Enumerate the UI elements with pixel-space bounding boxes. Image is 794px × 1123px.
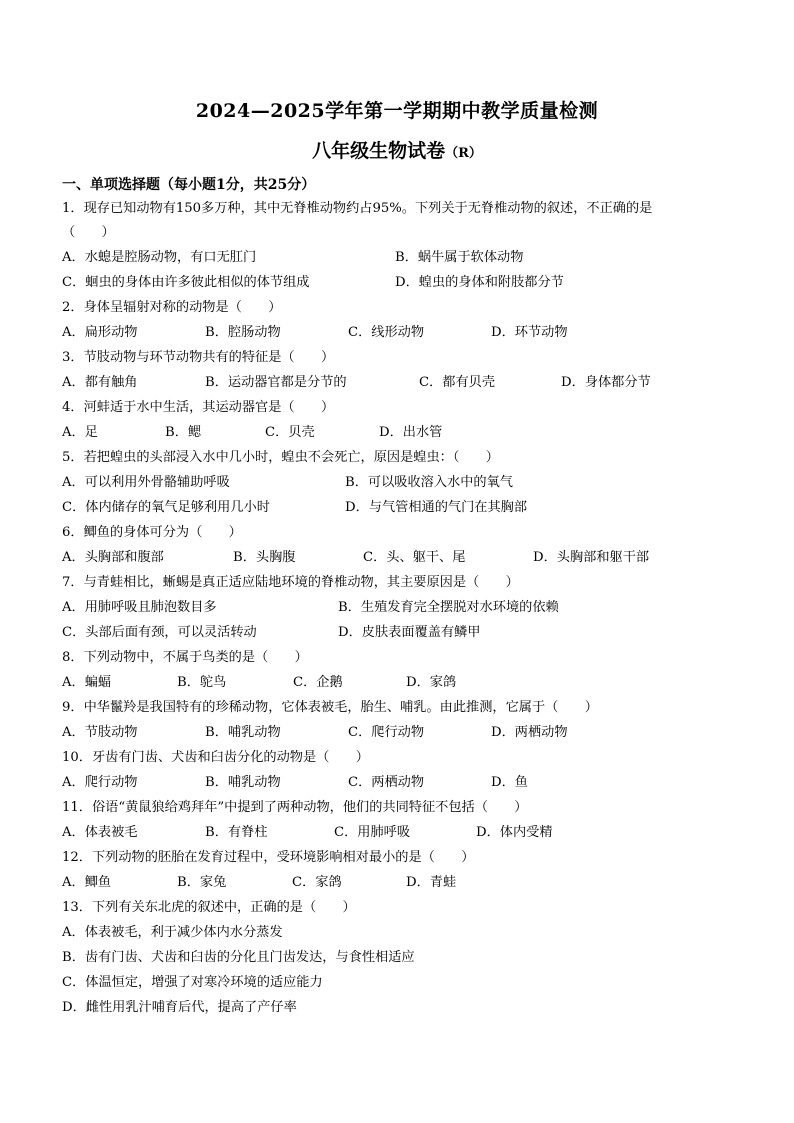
question-option: A．都有触角 — [62, 375, 138, 390]
question-option: C．都有贝壳 — [419, 375, 496, 390]
question-option: D．雌性用乳汁哺育后代，提高了产仔率 — [62, 1000, 297, 1015]
question-option: B．有脊柱 — [205, 825, 268, 840]
question-stem: 10．牙齿有门齿、犬齿和臼齿分化的动物是（ ） — [62, 750, 369, 765]
question-option: B．鸵鸟 — [177, 675, 227, 690]
question-option: D．鱼 — [491, 775, 528, 790]
question-option: D．家鸽 — [406, 675, 457, 690]
question-option: A．可以利用外骨骼辅助呼吸 — [62, 475, 230, 490]
question-option: A．用肺呼吸且肺泡数目多 — [62, 600, 217, 615]
question-option: D．两栖动物 — [491, 725, 568, 740]
question-stem: 12．下列动物的胚胎在发育过程中，受环境影响相对最小的是（ ） — [62, 850, 475, 865]
question-stem: 9．中华鬣羚是我国特有的珍稀动物，它体表被毛，胎生、哺乳。由此推测，它属于（ ） — [62, 700, 598, 715]
question-option: C．头、躯干、尾 — [363, 550, 466, 565]
question-option: B．蜗牛属于软体动物 — [395, 250, 524, 265]
question-option: C．头部后面有颈，可以灵活转动 — [62, 625, 257, 640]
question-option: B．哺乳动物 — [205, 725, 281, 740]
question-option: D．体内受精 — [476, 825, 553, 840]
question-option: A．头胸部和腹部 — [62, 550, 164, 565]
exam-subtitle — [0, 136, 794, 163]
question-option: B．生殖发育完全摆脱对水环境的依赖 — [338, 600, 559, 615]
question-option: A．爬行动物 — [62, 775, 138, 790]
question-stem: 13．下列有关东北虎的叙述中，正确的是（ ） — [62, 900, 356, 915]
question-stem: 3．节肢动物与环节动物共有的特征是（ ） — [62, 350, 335, 365]
question-stem: 11．俗语“黄鼠狼给鸡拜年”中提到了两种动物，他们的共同特征不包括（ ） — [62, 800, 528, 815]
question-option: B．头胸腹 — [233, 550, 296, 565]
question-option: A．扁形动物 — [62, 325, 138, 340]
question-option: C．蛔虫的身体由许多彼此相似的体节组成 — [62, 275, 310, 290]
question-option: D．出水管 — [379, 425, 443, 440]
question-stem-continued: （ ） — [62, 225, 115, 240]
question-option: B．运动器官都是分节的 — [205, 375, 347, 390]
question-option: B．家兔 — [177, 875, 227, 890]
question-option: D．蝗虫的身体和附肢都分节 — [395, 275, 564, 290]
question-stem: 7．与青蛙相比，蜥蜴是真正适应陆地环境的脊椎动物，其主要原因是（ ） — [62, 575, 519, 590]
question-option: A．体表被毛，利于减少体内水分蒸发 — [62, 925, 283, 940]
exam-subtitle-suffix: （R） — [445, 146, 482, 161]
question-stem: 5．若把蝗虫的头部浸入水中几小时，蝗虫不会死亡，原因是蝗虫：（ ） — [62, 450, 499, 465]
question-option: C．爬行动物 — [348, 725, 425, 740]
question-option: A．足 — [62, 425, 98, 440]
question-option: D．身体都分节 — [561, 375, 651, 390]
question-option: D．环节动物 — [491, 325, 568, 340]
question-stem: 2．身体呈辐射对称的动物是（ ） — [62, 300, 282, 315]
question-option: C．体内储存的氧气足够利用几小时 — [62, 500, 270, 515]
question-stem: 4．河蚌适于水中生活，其运动器官是（ ） — [62, 400, 335, 415]
question-option: C．两栖动物 — [348, 775, 425, 790]
question-option: B．可以吸收溶入水中的氧气 — [345, 475, 513, 490]
question-stem: 1．现存已知动物有150多万种，其中无脊椎动物约占95%。下列关于无脊椎动物的叙述，不正确的是 — [62, 201, 653, 216]
exam-title: 2024—2025学年第一学期期中教学质量检测 — [195, 100, 599, 122]
question-option: A．水螅是腔肠动物，有口无肛门 — [62, 250, 257, 265]
question-option: C．线形动物 — [348, 325, 425, 340]
question-option: A．体表被毛 — [62, 825, 138, 840]
question-stem: 6．鲫鱼的身体可分为（ ） — [62, 525, 242, 540]
question-option: C．贝壳 — [265, 425, 315, 440]
question-option: D．皮肤表面覆盖有鳞甲 — [338, 625, 481, 640]
question-option: B．腔肠动物 — [205, 325, 281, 340]
question-option: D．与气管相通的气门在其胸部 — [345, 500, 528, 515]
question-option: A．蝙蝠 — [62, 675, 112, 690]
section-heading: 一、单项选择题（每小题1分，共25分） — [62, 177, 316, 193]
question-option: C．体温恒定，增强了对寒冷环境的适应能力 — [62, 975, 323, 990]
question-stem: 8．下列动物中，不属于鸟类的是（ ） — [62, 650, 308, 665]
question-option: D．头胸部和躯干部 — [533, 550, 650, 565]
question-option: B．齿有门齿、犬齿和臼齿的分化且门齿发达，与食性相适应 — [62, 950, 415, 965]
question-option: A．鲫鱼 — [62, 875, 112, 890]
question-option: C．企鹅 — [293, 675, 343, 690]
question-option: D．青蛙 — [406, 875, 457, 890]
question-option: C．用肺呼吸 — [334, 825, 411, 840]
question-option: A．节肢动物 — [62, 725, 138, 740]
question-option: B．哺乳动物 — [205, 775, 281, 790]
question-option: C．家鸽 — [292, 875, 342, 890]
question-option: B．鳃 — [165, 425, 202, 440]
exam-subtitle-text: 八年级生物试卷 — [312, 140, 446, 162]
